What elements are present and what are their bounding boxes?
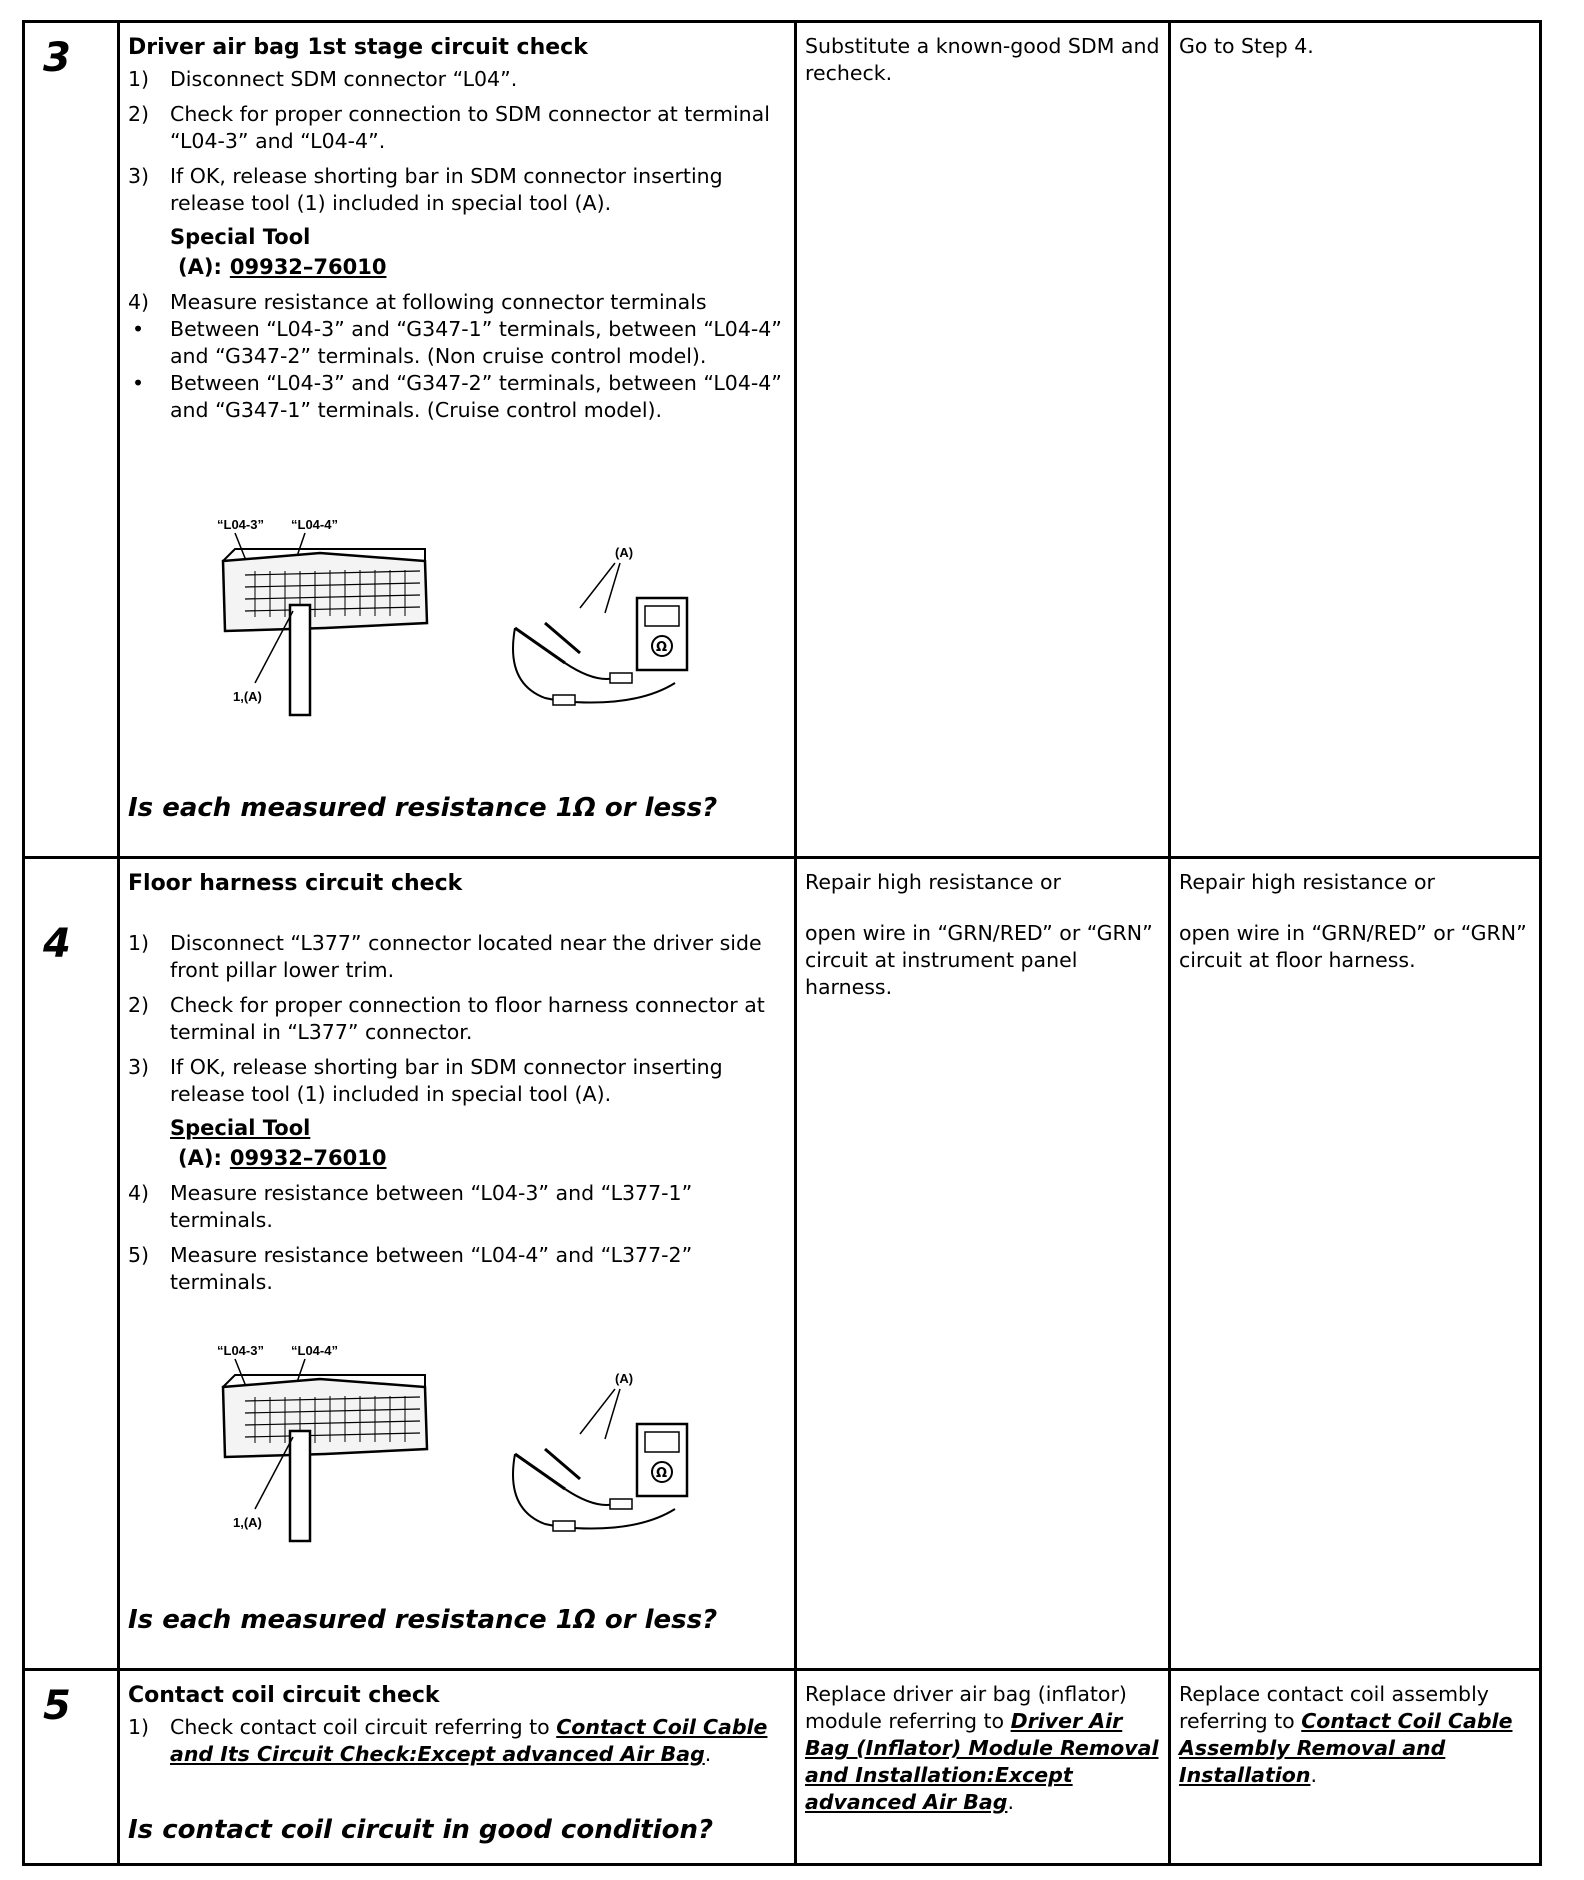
tool-a-label: (A) <box>615 545 634 560</box>
step-title: Driver air bag 1st stage circuit check <box>128 35 588 60</box>
tool-callout-label: 1,(A) <box>233 689 262 704</box>
list-item: 4) Measure resistance at following connector terminals <box>128 290 707 314</box>
list-item: 2) Check for proper connection to floor harness connector at terminal in “L377” connector. <box>128 993 765 1044</box>
yes-cell <box>797 23 1171 856</box>
special-tool-label: Special Tool <box>170 1116 311 1140</box>
special-tool-code: (A): 09932–76010 <box>178 255 387 279</box>
table-row-step-4 <box>25 859 1539 1671</box>
bullet-item: • Between “L04-3” and “G347-1” terminals, between “L04-4” and “G347-2” terminals. (Non cruise control model). <box>128 316 786 370</box>
no-cell <box>1171 859 1539 1668</box>
yes-cell <box>797 1671 1171 1863</box>
list-item: 3) If OK, release shorting bar in SDM connector inserting release tool (1) included in special tool (A). <box>128 1055 723 1106</box>
no-cell <box>1171 1671 1539 1863</box>
contact-coil-removal-link[interactable]: Contact Coil Cable Assembly Removal and Installation <box>1179 1709 1513 1787</box>
no-cell <box>1171 23 1539 856</box>
step-number: 4 <box>43 921 71 967</box>
list-item: 1) Disconnect SDM connector “L04”. <box>128 67 518 91</box>
list-item: 4) Measure resistance between “L04-3” and “L377-1” terminals. <box>128 1181 693 1232</box>
tool-callout-label: 1,(A) <box>233 1515 262 1530</box>
special-tool-code: (A): 09932–76010 <box>178 1146 387 1170</box>
tool-a-label: (A) <box>615 1371 634 1386</box>
step-number: 3 <box>43 35 71 81</box>
svg-text:Ω: Ω <box>656 1466 668 1481</box>
svg-text:Ω: Ω <box>656 640 668 655</box>
yes-cell <box>797 859 1171 1668</box>
action-cell <box>120 1671 797 1863</box>
step-cell <box>25 1671 120 1863</box>
terminal-label-l04-4: “L04-4” <box>291 1343 338 1358</box>
table-row-step-5 <box>25 1671 1539 1863</box>
list-item: 1) Disconnect “L377” connector located near the driver side front pillar lower trim. <box>128 931 762 982</box>
bullet-list <box>128 316 786 424</box>
question-text: Is contact coil circuit in good condition? <box>128 1815 714 1845</box>
step-list <box>128 1714 786 1768</box>
yes-action-text-1: Repair high resistance or <box>805 870 1061 894</box>
list-item: 3) If OK, release shorting bar in SDM connector inserting release tool (1) included in special tool (A). <box>128 164 723 215</box>
no-action-text: Replace contact coil assembly referring to Contact Coil Cable Assembly Removal and Installation. <box>1179 1682 1513 1787</box>
step-number: 5 <box>43 1683 71 1729</box>
list-item: 1) Check contact coil circuit referring to Contact Coil Cable and Its Circuit Check:Except advanced Air Bag. <box>128 1715 768 1766</box>
step-cell <box>25 859 120 1668</box>
step-cell <box>25 23 120 856</box>
action-cell <box>120 859 797 1668</box>
list-item: 5) Measure resistance between “L04-4” and “L377-2” terminals. <box>128 1243 693 1294</box>
troubleshooting-table <box>22 20 1542 1866</box>
yes-action-text: Replace driver air bag (inflator) module referring to Driver Air Bag (Inflator) Module Removal and Installation:Except advanced Air Bag. <box>805 1682 1159 1814</box>
yes-action-text: Substitute a known-good SDM and recheck. <box>805 34 1160 85</box>
list-item: 2) Check for proper connection to SDM connector at terminal “L04-3” and “L04-4”. <box>128 102 770 153</box>
yes-action-text-2: open wire in “GRN/RED” or “GRN” circuit at instrument panel harness. <box>805 921 1153 999</box>
contact-coil-check-link[interactable]: Contact Coil Cable and Its Circuit Check:Except advanced Air Bag <box>170 1715 768 1766</box>
no-action-text-1: Repair high resistance or <box>1179 870 1435 894</box>
action-cell <box>120 23 797 856</box>
connector-measurement-figure <box>215 1339 695 1549</box>
question-text: Is each measured resistance 1Ω or less? <box>128 793 718 823</box>
connector-measurement-figure <box>215 513 695 723</box>
step-title: Contact coil circuit check <box>128 1683 440 1708</box>
terminal-label-l04-4: “L04-4” <box>291 517 338 532</box>
step-title: Floor harness circuit check <box>128 871 463 896</box>
no-action-text: Go to Step 4. <box>1179 34 1314 58</box>
step-list <box>128 1180 786 1296</box>
driver-air-bag-removal-link[interactable]: Driver Air Bag (Inflator) Module Removal and Installation:Except advanced Air Bag <box>805 1709 1159 1814</box>
no-action-text-2: open wire in “GRN/RED” or “GRN” circuit at floor harness. <box>1179 921 1527 972</box>
bullet-item: • Between “L04-3” and “G347-2” terminals, between “L04-4” and “G347-1” terminals. (Cruise control model). <box>128 370 786 424</box>
step-list <box>128 66 786 217</box>
question-text: Is each measured resistance 1Ω or less? <box>128 1605 718 1635</box>
terminal-label-l04-3: “L04-3” <box>217 1343 264 1358</box>
step-list <box>128 930 786 1108</box>
terminal-label-l04-3: “L04-3” <box>217 517 264 532</box>
table-row-step-3 <box>25 23 1539 859</box>
special-tool-label: Special Tool <box>170 225 311 249</box>
step-list <box>128 289 786 316</box>
